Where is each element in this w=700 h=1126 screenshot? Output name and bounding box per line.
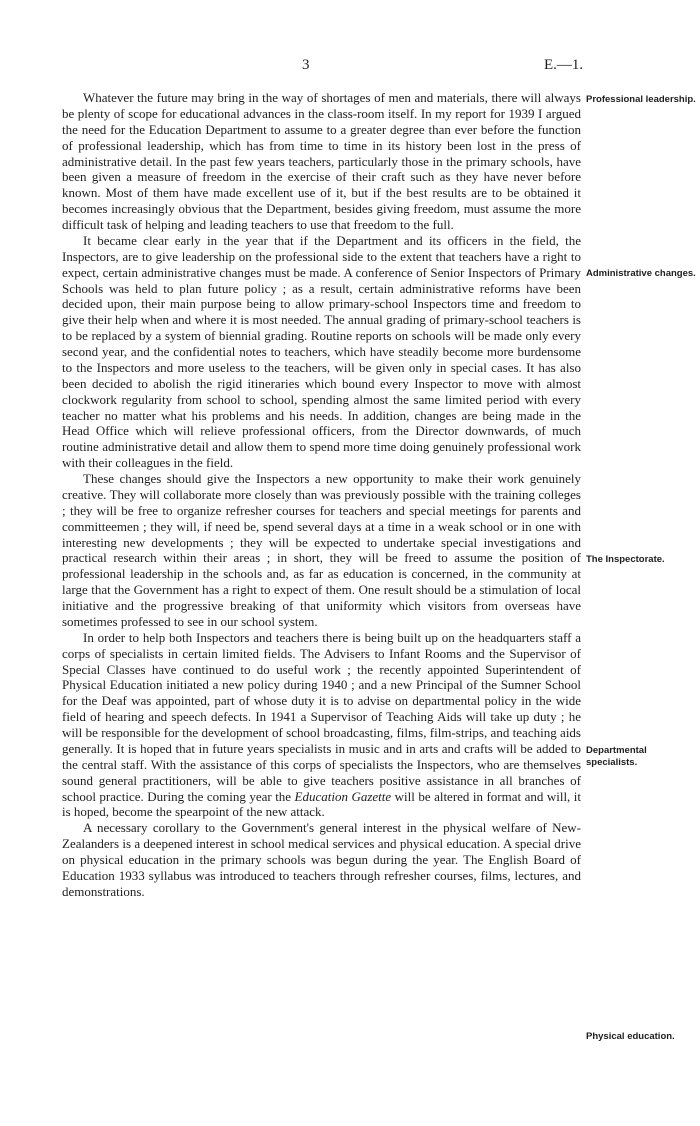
sidenote-departmental-specialists: Departmental specialists.: [586, 745, 647, 768]
paragraph-text: will be altered in format and will, it is hoped, become the spearpoint of the new attack.: [62, 788, 581, 820]
sidenote-inspectorate: The Inspectorate.: [586, 554, 665, 565]
paragraph-professional-leadership: Whatever the future may bring in the way of shortages of men and materials, there will always be plenty of scope for educational advances in the class-room itself. In my report for 1939 I argued the need for the Education Department to assume to a greater degree than ever before the function of professional leadership, which has from time to time in its history been lost in the press of administrative detail. In the past few years teachers, particularly those in the primary schools, have been given a measure of freedom in the exercise of their craft such as they have never before known. Most of them have made excellent use of it, but if the best results are to be obtained it becomes increasingly obvious that the Department, besides giving freedom, must assume the more difficult task of helping and leading teachers to use that freedom to the full.: [62, 90, 581, 232]
paragraph-text: In order to help both Inspectors and teachers there is being built up on the headquarters staff a corps of specialists in certain limited fields. The Advisers to Infant Rooms and the Supervisor of Special Classes have continued to do useful work ; the recently appointed Superintendent of Physical Education initiated a new policy during 1940 ; and a new Principal of the Sumner School for the Deaf was appointed, part of whose duty it is to advise on departmental policy in the wide field of hearing and speech defects. In 1941 a Supervisor of Teaching Aids will take up duty ; he will be responsible for the development of school broadcasting, films, film-strips, and teaching aids generally. It is hoped that in future years specialists in music and in arts and crafts will be added to the central staff. With the assistance of this corps of specialists the Inspectors, who are themselves sound general practitioners, will be able to give teachers positive assistance in all branches of school practice. During the coming year the: [62, 629, 581, 804]
body-text: [62, 90, 581, 900]
publication-title: Education Gazette: [294, 788, 392, 804]
paragraph-departmental-specialists: [62, 630, 581, 821]
sidenote-professional-leadership: Professional leadership.: [586, 94, 696, 105]
sidenote-physical-education: Physical education.: [586, 1031, 675, 1042]
paragraph-administrative-changes: It became clear early in the year that if the Department and its officers in the field, the Inspectors, are to give leadership on the professional side to the extent that teachers have a right to expect, certain administrative changes must be made. A conference of Senior Inspectors of Primary Schools was held to plan future policy ; as a result, certain administrative reforms have been decided upon, their main purpose being to allow primary-school Inspectors time and freedom to give their help when and where it is most needed. The annual grading of primary-school teachers is to be replaced by a system of biennial grading. Routine reports on schools will be made only every second year, and the confidential notes to teachers, which have steadily become more burdensome to the Inspectors and more useless to the teachers, will be given only in special cases. It has also been decided to abolish the rigid itineraries which bound every Inspector to move with almost clockwork regularity from school to school, spending almost the same limited period with every teacher no matter what his problems and his needs. In addition, changes are being made in the Head Office which will relieve professional officers, from the Director downwards, of much routine administrative detail and allow them to spend more time doing genuinely professional work with their colleagues in the field.: [62, 232, 581, 471]
page-number: 3: [302, 57, 310, 73]
paragraph-inspectorate: These changes should give the Inspectors a new opportunity to make their work genuinely creative. They will collaborate more closely than was previously possible with the training colleges ; they will be free to organize refresher courses for teachers and special meetings for parents and committeemen ; they will, if need be, spend several days at a time in a weak school or in one with interesting new developments ; they will be expected to undertake special investigations and practical research within their areas ; in short, they will be freed to assume the position of professional leadership in the schools and, as far as education is concerned, in the community at large that the Government has a right to expect of them. One result should be a stimulation of local initiative and the progressive breaking of that uniformity which visitors from overseas have sometimes professed to see in our school system.: [62, 471, 581, 629]
document-code: E.—1.: [544, 57, 584, 73]
paragraph-physical-education: A necessary corollary to the Government's general interest in the physical welfare of New-Zealanders is a deepened interest in school medical services and physical education. A special drive on physical education in the primary schools was begun during the year. The English Board of Education 1933 syllabus was introduced to teachers through refresher courses, films, lectures, and demonstrations.: [62, 820, 581, 899]
page-header: [0, 57, 700, 77]
sidenote-administrative-changes: Administrative changes.: [586, 268, 696, 279]
